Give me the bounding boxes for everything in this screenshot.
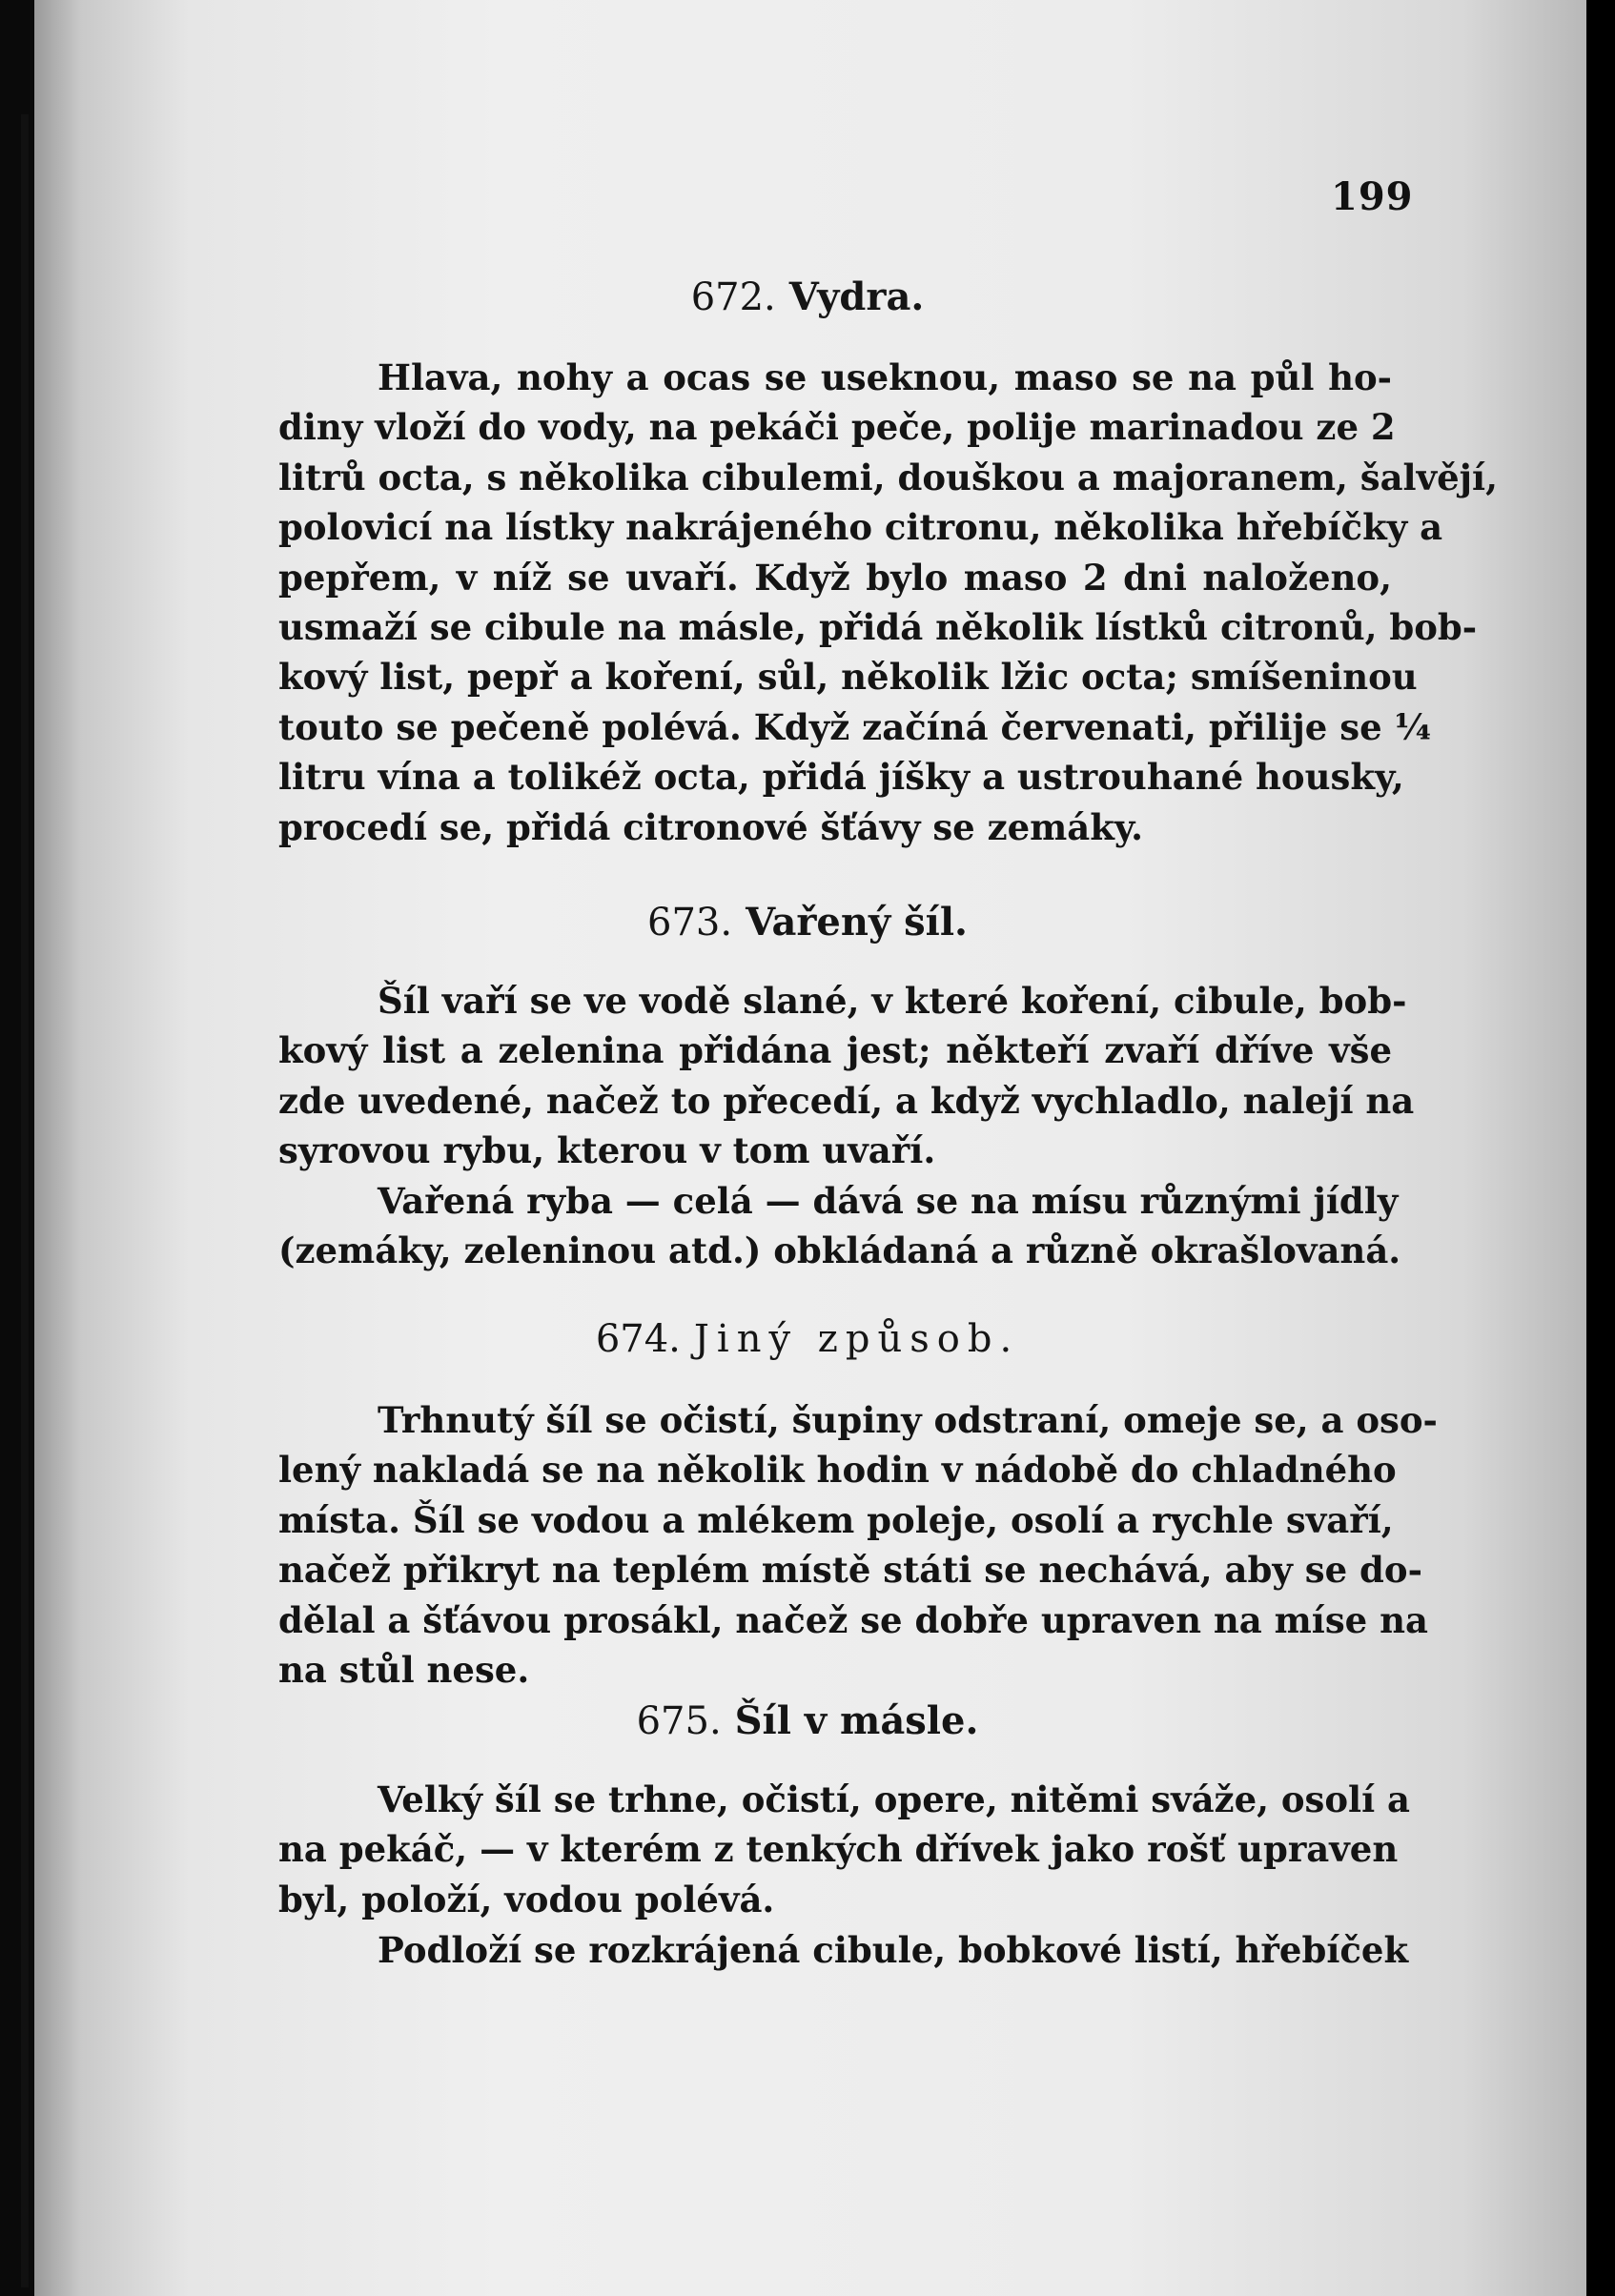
text-line: diny vloží do vody, na pekáči peče, polije marinadou ze 2 bbox=[278, 406, 1396, 449]
page-number: 199 bbox=[1331, 174, 1414, 219]
paragraph bbox=[278, 1925, 1409, 1975]
text-line: litrů octa, s několika cibulemi, douškou a majoranem, šalvějí, bbox=[278, 456, 1498, 498]
section-number: 673. bbox=[647, 901, 733, 945]
section-heading bbox=[0, 274, 1615, 319]
paragraph bbox=[278, 1395, 1438, 1695]
text-line: litru vína a tolikéž octa, přidá jíšky a ustrouhané housky, bbox=[278, 756, 1404, 799]
section-heading bbox=[0, 1698, 1615, 1743]
text-line: kový list a zelenina přidána jest; někteří zvaří dříve vše bbox=[278, 1029, 1392, 1072]
text-line: usmaží se cibule na másle, přidá několik lístků citronů, bob- bbox=[278, 606, 1478, 649]
text-line: Hlava, nohy a ocas se useknou, maso se na půl ho- bbox=[378, 356, 1392, 398]
section-number: 672. bbox=[690, 275, 776, 319]
paragraph bbox=[278, 353, 1498, 852]
text-line: na pekáč, — v kterém z tenkých dřívek jako rošť upraven bbox=[278, 1828, 1399, 1871]
section-title: Vydra. bbox=[788, 274, 925, 319]
section-number: 675. bbox=[636, 1699, 722, 1743]
text-line: Podloží se rozkrájená cibule, bobkové listí, hřebíček bbox=[378, 1929, 1409, 1971]
text-line: Velký šíl se trhne, očistí, opere, nitěmi sváže, osolí a bbox=[378, 1778, 1411, 1820]
section-title: Jiný způsob. bbox=[693, 1317, 1020, 1361]
text-line: lený nakladá se na několik hodin v nádobě do chladného bbox=[278, 1449, 1397, 1492]
text-line: pepřem, v níž se uvaří. Když bylo maso 2 dni naloženo, bbox=[278, 556, 1392, 599]
text-line: procedí se, přidá citronové šťávy se zemáky. bbox=[278, 805, 1144, 848]
section-title: Šíl v másle. bbox=[734, 1698, 979, 1743]
paragraph bbox=[278, 1176, 1401, 1276]
text-line: byl, položí, vodou polévá. bbox=[278, 1878, 775, 1920]
text-line: místa. Šíl se vodou a mlékem poleje, osolí a rychle svaří, bbox=[278, 1498, 1394, 1541]
section-number: 674. bbox=[595, 1317, 681, 1361]
binding-edge bbox=[21, 114, 29, 2287]
text-line: (zemáky, zeleninou atd.) obkládaná a různě okrašlovaná. bbox=[278, 1229, 1401, 1272]
binding-shadow bbox=[0, 0, 34, 2296]
text-line: zde uvedené, načež to přecedí, a když vychladlo, nalejí na bbox=[278, 1079, 1415, 1122]
text-line: syrovou rybu, kterou v tom uvaří. bbox=[278, 1129, 936, 1172]
section-heading bbox=[0, 1317, 1615, 1361]
paragraph bbox=[278, 1775, 1411, 1924]
text-line: Trhnutý šíl se očistí, šupiny odstraní, omeje se, a oso- bbox=[378, 1399, 1438, 1441]
text-line: kový list, pepř a koření, sůl, několik lžic octa; smíšeninou bbox=[278, 656, 1418, 699]
text-line: načež přikryt na teplém místě státi se nechává, aby se do- bbox=[278, 1549, 1422, 1592]
section-heading bbox=[0, 900, 1615, 945]
text-line: polovicí na lístky nakrájeného citronu, několika hřebíčky a bbox=[278, 506, 1443, 549]
text-line: na stůl nese. bbox=[278, 1649, 530, 1692]
text-line: Šíl vaří se ve vodě slané, v které koření, cibule, bob- bbox=[378, 980, 1407, 1022]
text-line: dělal a šťávou prosákl, načež se dobře upraven na míse na bbox=[278, 1598, 1428, 1641]
paragraph bbox=[278, 976, 1415, 1176]
text-line: touto se pečeně polévá. Když začíná červenati, přilije se ¼ bbox=[278, 705, 1432, 748]
section-title: Vařený šíl. bbox=[746, 900, 968, 945]
text-line: Vařená ryba — celá — dává se na mísu různými jídly bbox=[378, 1180, 1399, 1222]
